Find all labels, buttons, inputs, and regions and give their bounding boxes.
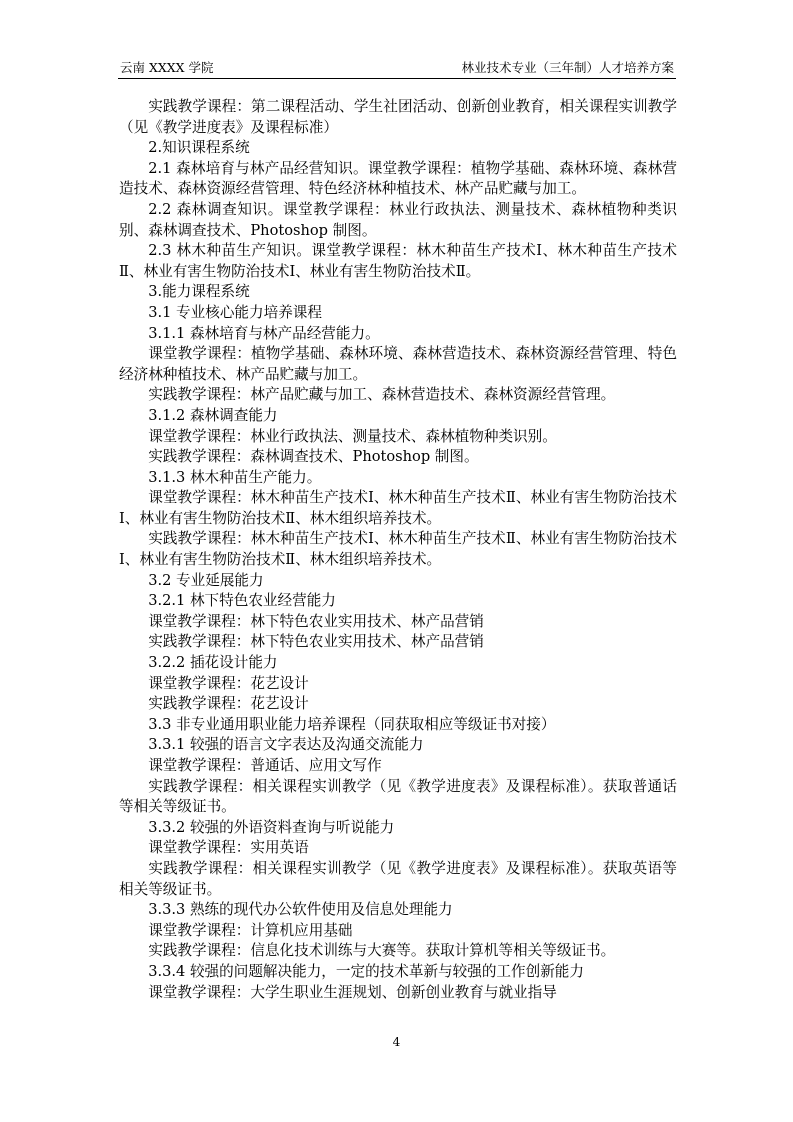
paragraph: 课堂教学课程：实用英语 xyxy=(148,839,309,857)
paragraph: 实践教学课程：相关课程实训教学（见《教学进度表》及课程标准）。获取普通话等相关等级证书。 xyxy=(119,777,677,816)
paragraph: 课堂教学课程：林业行政执法、测量技术、森林植物种类识别。 xyxy=(148,427,557,445)
paragraph: 实践教学课程：相关课程实训教学（见《教学进度表》及课程标准）。获取英语等相关等级证书。 xyxy=(119,859,677,898)
subsection-heading: 3.3.2 较强的外语资料查询与听说能力 xyxy=(148,818,395,836)
paragraph: 实践教学课程：花艺设计 xyxy=(148,695,309,713)
subsection-heading: 3.2.1 林下特色农业经营能力 xyxy=(148,592,336,610)
header-institution: 云南 XXXX 学院 xyxy=(120,60,214,75)
subsection-heading: 3.3.3 熟练的现代办公软件使用及信息处理能力 xyxy=(148,901,453,919)
document-body xyxy=(119,97,677,1003)
subsection-heading: 3.1.3 林木种苗生产能力。 xyxy=(148,468,322,486)
paragraph: 课堂教学课程：普通话、应用文写作 xyxy=(148,757,382,774)
paragraph: 2.3 林木种苗生产知识。课堂教学课程：林木种苗生产技术Ⅰ、林木种苗生产技术Ⅱ、林业有害生物防治技术Ⅰ、林业有害生物防治技术Ⅱ。 xyxy=(119,242,677,280)
subsection-heading: 3.3 非专业通用职业能力培养课程（同获取相应等级证书对接） xyxy=(148,715,556,733)
paragraph: 实践教学课程：森林调查技术、Photoshop 制图。 xyxy=(148,448,479,466)
paragraph: 实践教学课程：林下特色农业实用技术、林产品营销 xyxy=(148,633,484,651)
paragraph: 课堂教学课程：植物学基础、森林环境、森林营造技术、森林资源经营管理、特色经济林种植技术、林产品贮藏与加工。 xyxy=(119,345,677,383)
subsection-heading: 3.2.2 插花设计能力 xyxy=(148,654,278,672)
paragraph: 2.2 森林调查知识。课堂教学课程：林业行政执法、测量技术、森林植物种类识别、森林调查技术、Photoshop 制图。 xyxy=(119,200,677,239)
paragraph: 课堂教学课程：大学生职业生涯规划、创新创业教育与就业指导 xyxy=(148,983,557,1001)
subsection-heading: 3.1 专业核心能力培养课程 xyxy=(148,303,322,321)
section-heading: 2.知识课程系统 xyxy=(148,139,250,157)
subsection-heading: 3.2 专业延展能力 xyxy=(148,571,264,589)
paragraph: 课堂教学课程：林木种苗生产技术Ⅰ、林木种苗生产技术Ⅱ、林业有害生物防治技术Ⅰ、林业有害生物防治技术Ⅱ、林木组织培养技术。 xyxy=(119,489,677,527)
page-header xyxy=(118,56,676,79)
paragraph: 课堂教学课程：计算机应用基础 xyxy=(148,921,353,939)
paragraph: 课堂教学课程：林下特色农业实用技术、林产品营销 xyxy=(148,612,484,630)
paragraph: 2.1 森林培育与林产品经营知识。课堂教学课程：植物学基础、森林环境、森林营造技术、森林资源经营管理、特色经济林种植技术、林产品贮藏与加工。 xyxy=(119,159,677,198)
paragraph: 实践教学课程：林木种苗生产技术Ⅰ、林木种苗生产技术Ⅱ、林业有害生物防治技术Ⅰ、林业有害生物防治技术Ⅱ、林木组织培养技术。 xyxy=(119,530,677,569)
header-document-title: 林业技术专业（三年制）人才培养方案 xyxy=(461,60,674,75)
paragraph: 实践教学课程：第二课程活动、学生社团活动、创新创业教育，相关课程实训教学（见《教学进度表》及课程标准） xyxy=(119,98,677,136)
page-number: 4 xyxy=(392,1035,401,1049)
subsection-heading: 3.3.1 较强的语言文字表达及沟通交流能力 xyxy=(148,736,424,754)
section-heading: 3.能力课程系统 xyxy=(148,283,250,301)
paragraph: 课堂教学课程：花艺设计 xyxy=(148,674,309,692)
subsection-heading: 3.3.4 较强的问题解决能力，一定的技术革新与较强的工作创新能力 xyxy=(148,962,584,980)
subsection-heading: 3.1.1 森林培育与林产品经营能力。 xyxy=(148,324,380,342)
paragraph: 实践教学课程：信息化技术训练与大赛等。获取计算机等相关等级证书。 xyxy=(148,942,616,960)
subsection-heading: 3.1.2 森林调查能力 xyxy=(148,406,278,424)
paragraph: 实践教学课程：林产品贮藏与加工、森林营造技术、森林资源经营管理。 xyxy=(148,386,616,404)
